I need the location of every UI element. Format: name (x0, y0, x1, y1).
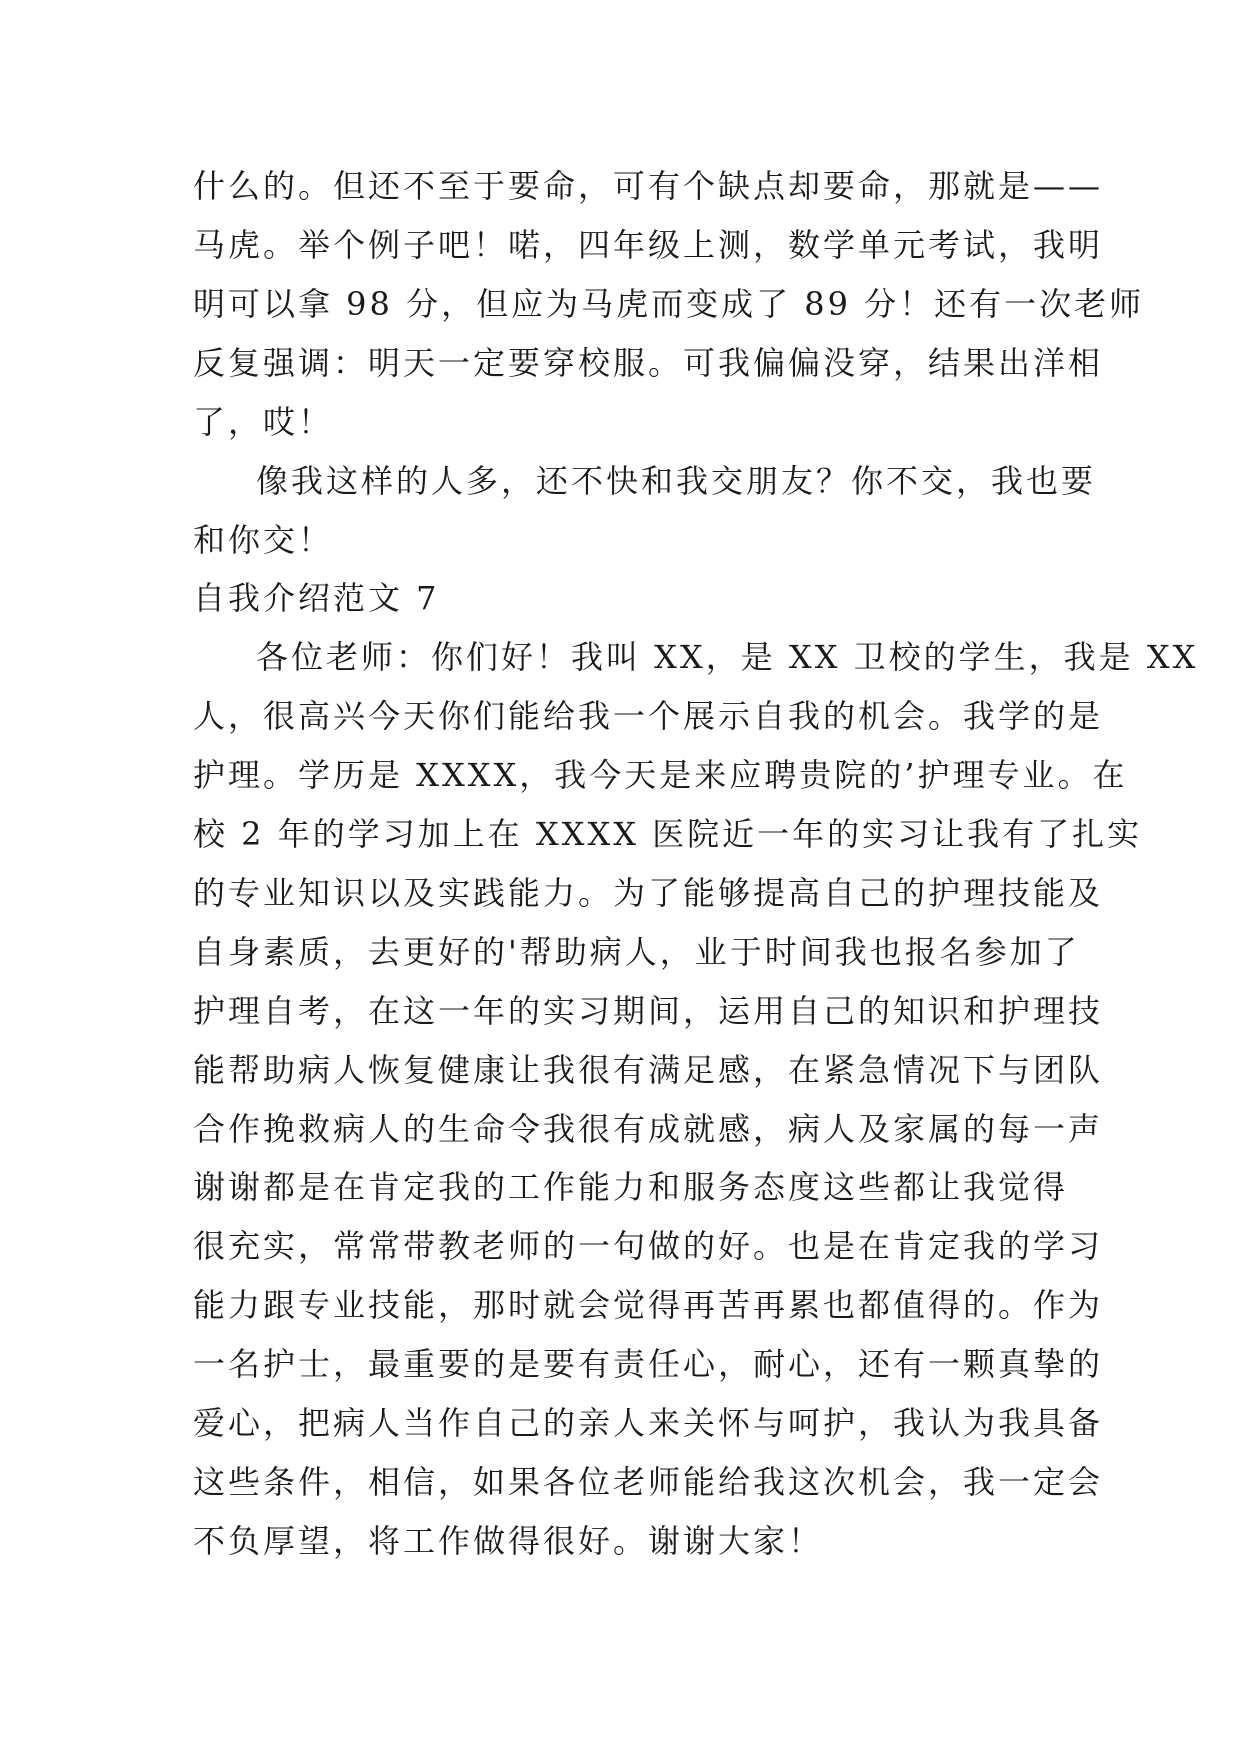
text-line: 护理自考，在这一年的实习期间，运用自己的知识和护理技 (193, 992, 1104, 1030)
text-line: 了，哎！ (193, 403, 334, 441)
text-line: 和你交！ (193, 521, 334, 559)
text-line: 能帮助病人恢复健康让我很有满足感，在紧急情况下与团队 (193, 1051, 1104, 1089)
text-line: 校 2 年的学习加上在 XXXX 医院近一年的实习让我有了扎实 (193, 815, 1143, 853)
text-line: 不负厚望，将工作做得很好。谢谢大家！ (193, 1522, 824, 1560)
paragraph-first-line: 各位老师：你们好！我叫 XX，是 XX 卫校的学生，我是 XX (256, 638, 1199, 676)
text-line: 护理。学历是 XXXX，我今天是来应聘贵院的’护理专业。在 (193, 756, 1128, 794)
text-line: 这些条件，相信，如果各位老师能给我这次机会，我一定会 (193, 1463, 1104, 1501)
text-line: 一名护士，最重要的是要有责任心，耐心，还有一颗真挚的 (193, 1345, 1104, 1383)
text-line: 爱心，把病人当作自己的亲人来关怀与呵护，我认为我具备 (193, 1404, 1104, 1442)
paragraph-first-line: 像我这样的人多，还不快和我交朋友？你不交，我也要 (256, 462, 1097, 500)
text-line: 人，很高兴今天你们能给我一个展示自我的机会。我学的是 (193, 697, 1104, 735)
text-line: 什么的。但还不至于要命，可有个缺点却要命，那就是—— (193, 167, 1104, 205)
text-line: 反复强调：明天一定要穿校服。可我偏偏没穿，结果出洋相 (193, 344, 1104, 382)
section-heading: 自我介绍范文 7 (193, 579, 440, 617)
text-line: 谢谢都是在肯定我的工作能力和服务态度这些都让我觉得 (193, 1168, 1069, 1206)
text-line: 自身素质，去更好的'帮助病人，业于时间我也报名参加了 (193, 933, 1080, 971)
text-line: 合作挽救病人的生命令我很有成就感，病人及家属的每一声 (193, 1110, 1104, 1148)
text-line: 马虎。举个例子吧！喏，四年级上测，数学单元考试，我明 (193, 226, 1104, 264)
text-line: 能力跟专业技能，那时就会觉得再苦再累也都值得的。作为 (193, 1286, 1104, 1324)
text-line: 的专业知识以及实践能力。为了能够提高自己的护理技能及 (193, 874, 1104, 912)
text-line: 很充实，常常带教老师的一句做的好。也是在肯定我的学习 (193, 1227, 1104, 1265)
text-line: 明可以拿 98 分，但应为马虎而变成了 89 分！还有一次老师 (193, 285, 1145, 323)
